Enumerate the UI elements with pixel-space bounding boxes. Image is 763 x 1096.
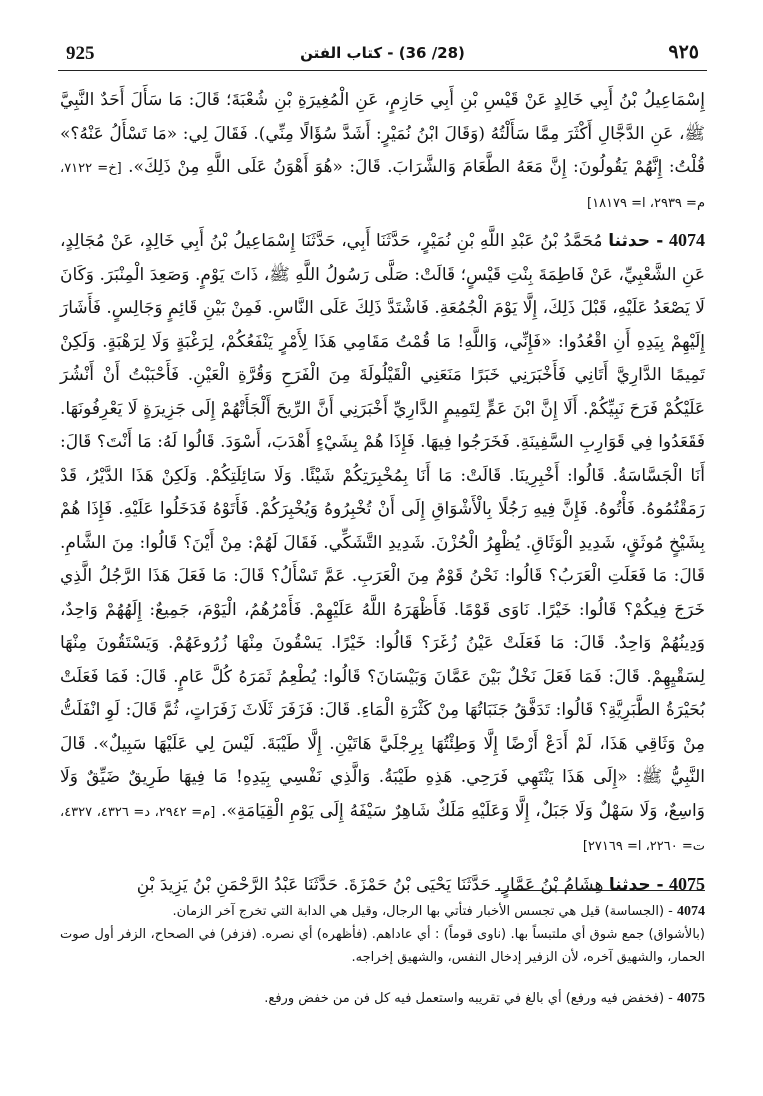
page-header: [58, 40, 707, 71]
footnote-divider: [495, 890, 705, 891]
hadith-number: 4075: [669, 873, 705, 894]
page-number-latin: 925: [66, 43, 95, 64]
hadith-text: هِشَامُ بْنُ عَمَّارٍ. حَدَّثَنَا يَحْيَى بْنُ حَمْزَةَ. حَدَّثَنَا عَبْدُ الرَّحْمَنِ بْنُ يَزِيدَ بْنِ: [136, 874, 604, 895]
main-text: [60, 84, 705, 902]
hadith-4073-end: [60, 84, 705, 220]
footnote-4074: [60, 900, 705, 923]
running-title: (28/ 36) - كتاب الفتن: [300, 44, 465, 62]
hadith-label: - حدثنا: [608, 231, 664, 251]
hadith-4074: [60, 224, 705, 864]
hadith-reference: [خ= ٧١٢٢، م= ٢٩٣٩، ا= ١٨١٧٩]: [60, 161, 705, 211]
footnote-4075: [60, 987, 705, 1010]
hadith-number: 4074: [669, 230, 705, 250]
hadith-text: مُحَمَّدُ بْنُ عَبْدِ اللَّهِ بْنِ نُمَيْرٍ، حَدَّثَنَا أَبِي، حَدَّثَنَا إِسْمَاعِيلُ بْنُ أَبِي خَالِدٍ، عَنْ مُجَالِدٍ، عَنِ الشَّعْبِيِّ، عَنْ فَاطِمَةَ بِنْتِ قَيْسٍ؛ قَالَتْ: صَلَّى رَسُولُ اللَّهِ ﷺ، ذَاتَ يَوْمٍ. وَصَعِدَ الْمِنْبَرَ. وَكَانَ لَا يَصْعَدُ عَلَيْهِ، قَبْلَ ذَلِكَ، إِلَّا يَوْمَ الْجُمُعَةِ. فَاشْتَدَّ ذَلِكَ عَلَى النَّاسِ. فَمِنْ بَيْنِ قَائِمٍ وَجَالِسٍ. فَأَشَارَ إِلَيْهِمْ بِيَدِهِ أَنِ اقْعُدُوا: «فَإِنِّي، وَاللَّهِ! مَا قُمْتُ مَقَامِي هَذَا لِأَمْرٍ يَنْفَعُكُمْ، لِرَغْبَةٍ وَلَا لِرَهْبَةٍ. وَلَكِنْ تَمِيمًا الدَّارِيَّ أَتَانِي فَأَخْبَرَنِي خَبَرًا مَنَعَنِي الْقَيْلُولَةَ مِنَ الْفَرَحِ وَقُرَّةِ الْعَيْنِ. فَأَحْبَبْتُ أَنْ أَنْشُرَ عَلَيْكُمْ فَرَحَ نَبِيِّكُمْ. أَلَا إِنَّ ابْنَ عَمٍّ لِتَمِيمٍ الدَّارِيِّ أَخْبَرَنِي أَنَّ الرِّيحَ أَلْجَأَتْهُمْ إِلَى جَزِيرَةٍ لَا يَعْرِفُونَهَا. فَقَعَدُوا فِي قَوَارِبِ السَّفِينَةِ. فَخَرَجُوا فِيهَا. فَإِذَا هُمْ بِشَيْءٍ أَهْدَبَ، أَسْوَدَ. قَالُوا لَهُ: مَا أَنْتَ؟ قَالَ: أَنَا الْجَسَّاسَةُ. قَالُوا: أَخْبِرِينَا. قَالَتْ: مَا أَنَا بِمُخْبِرَتِكُمْ شَيْئًا. وَلَا سَائِلَتِكُمْ. وَلَكِنْ هَذَا الدَّيْرُ، قَدْ رَمَقْتُمُوهُ. فَأْتُوهُ. فَإِنَّ فِيهِ رَجُلًا بِالْأَشْوَاقِ إِلَى أَنْ تُخْبِرُوهُ وَيُخْبِرَكُمْ. فَأَتَوْهُ فَدَخَلُوا عَلَيْهِ. فَإِذَا هُمْ بِشَيْخٍ مُوثَقٍ، شَدِيدِ الْوَثَاقِ. يُظْهِرُ الْحُزْنَ. شَدِيدِ التَّشَكِّي. فَقَالَ لَهُمْ: مِنْ أَيْنَ؟ قَالُوا: مِنَ الشَّامِ. قَالَ: مَا فَعَلَتِ الْعَرَبُ؟ قَالُوا: نَحْنُ قَوْمٌ مِنَ الْعَرَبِ. عَمَّ تَسْأَلُ؟ قَالَ: مَا فَعَلَ هَذَا الرَّجُلُ الَّذِي خَرَجَ فِيكُمْ؟ قَالُوا: خَيْرًا. نَاوَى قَوْمًا. فَأَظْهَرَهُ اللَّهُ عَلَيْهِمْ. فَأَمْرُهُمُ، الْيَوْمَ، جَمِيعٌ: إِلَهُهُمْ وَاحِدٌ، وَدِينُهُمْ وَاحِدٌ. قَالَ: مَا فَعَلَتْ عَيْنُ زُغَرَ؟ قَالُوا: خَيْرًا. يَسْقُونَ مِنْهَا زُرُوعَهُمْ. وَيَسْتَقُونَ مِنْهَا لِسَقْيِهِمْ. قَالَ: فَمَا فَعَلَ نَخْلٌ بَيْنَ عَمَّانَ وَبَيْسَانَ؟ قَالُوا: يُطْعِمُ ثَمَرَهُ كُلَّ عَامٍ. قَالَ: فَمَا فَعَلَتْ بُحَيْرَةُ الطَّبَرِيَّةِ؟ قَالُوا: تَدَفَّقُ جَنَبَاتُهَا مِنْ كَثْرَةِ الْمَاءِ. قَالَ: فَزَفَرَ ثَلَاثَ زَفَرَاتٍ، ثُمَّ قَالَ: لَوِ انْفَلَتُّ مِنْ وَثَاقِي هَذَا، لَمْ أَدَعْ أَرْضًا إِلَّا وَطِئْتُهَا بِرِجْلَيَّ هَاتَيْنِ. إِلَّا طَيْبَةَ. لَيْسَ لِي عَلَيْهَا سَبِيلٌ». قَالَ النَّبِيُّ ﷺ: «إِلَى هَذَا يَنْتَهِي فَرَحِي. هَذِهِ طَيْبَةُ. وَالَّذِي نَفْسِي بِيَدِهِ! مَا فِيهَا طَرِيقٌ ضَيِّقٌ وَلَا وَاسِعٌ، وَلَا سَهْلٌ وَلَا جَبَلٌ، إِلَّا وَعَلَيْهِ مَلَكٌ شَاهِرٌ سَيْفَهُ إِلَى يَوْمِ الْقِيَامَةِ».: [60, 231, 705, 821]
footnote-4074-continued: [60, 923, 705, 969]
hadith-4075: [60, 868, 705, 903]
hadith-text: إِسْمَاعِيلُ بْنُ أَبِي خَالِدٍ عَنْ قَيْسِ بْنِ أَبِي حَازِمٍ، عَنِ الْمُغِيرَةِ بْنِ شُعْبَةَ؛ قَالَ: مَا سَأَلَ أَحَدٌ النَّبِيَّ ﷺ، عَنِ الدَّجَّالِ أَكْثَرَ مِمَّا سَأَلْتُهُ (وَقَالَ ابْنُ نُمَيْرٍ: أَشَدَّ سُؤَالًا مِنِّي). فَقَالَ لِي: «مَا تَسْأَلُ عَنْهُ؟» قُلْتُ: إِنَّهُمْ يَقُولُونَ: إِنَّ مَعَهُ الطَّعَامَ وَالشَّرَابَ. قَالَ: «هُوَ أَهْوَنُ عَلَى اللَّهِ مِنْ ذَلِكَ».: [60, 90, 705, 177]
hadith-reference: [م= ٢٩٤٢، د= ٤٣٢٦، ٤٣٢٧، ت= ٢٢٦٠، ا= ٢٧١٦٩]: [60, 804, 705, 854]
footnotes: [60, 900, 705, 1010]
footnote-number: 4075: [677, 991, 705, 1006]
footnote-text: - (فخفض فيه ورفع) أي بالغ في تقريبه واستعمل فيه كل فن من خفض ورفع.: [264, 991, 673, 1006]
footnote-text: (بالأشواق) جمع شوق أي ملتبساً بها. (ناوى قوماً) : أي عاداهم. (فأظهره) أي نصره. (فزفر) في الصحاح، الزفر أول صوت الحمار، والشهيق آخره، لأن الزفير إدخال النفس، والشهيق إخراجه.: [60, 927, 705, 965]
hadith-label: - حدثنا: [608, 874, 664, 895]
page-number-arabic: ٩٢٥: [668, 41, 699, 63]
footnote-text: - (الجساسة) قيل هي تجسس الأخبار فتأتي بها الرجال، وقيل هي الدابة التي تخرج آخر الزمان.: [172, 904, 673, 919]
footnote-number: 4074: [677, 904, 705, 919]
